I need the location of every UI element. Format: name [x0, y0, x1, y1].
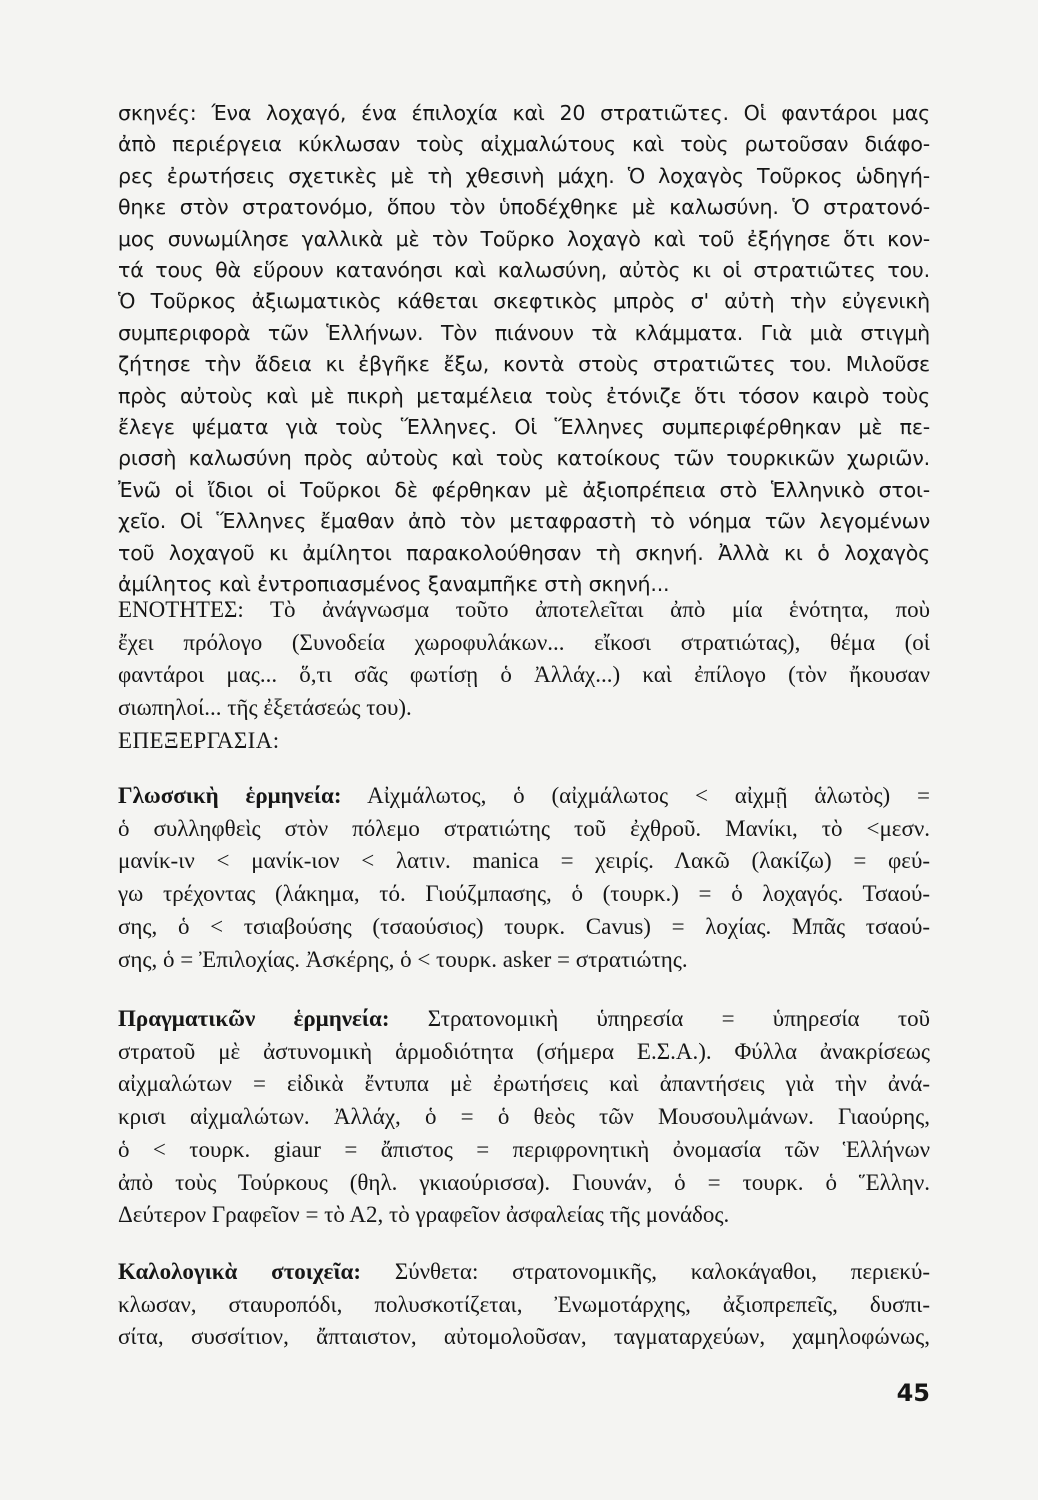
text-line: Δεύτερον Γραφεῖον = τὸ Α2, τὸ γραφεῖον ἀσφαλείας τῆς μονάδος.: [118, 1202, 730, 1228]
page-number: 45: [896, 1379, 930, 1407]
stylistic-label: Καλολογικὰ στοιχεῖα:: [118, 1259, 362, 1284]
text-line: αἰχμαλώτων = εἰδικὰ ἔντυπα μὲ ἐρωτήσεις καὶ ἀπαντήσεις γιὰ τὴν ἀνά-: [118, 1071, 930, 1097]
text-line: ὁ συλληφθεὶς στὸν πόλεμο στρατιώτης τοῦ ἐχθροῦ. Μανίκι, τὸ <μεσν.: [118, 815, 930, 841]
text-line: ἔλεγε ψέματα γιὰ τοὺς Ἕλληνες. Οἱ Ἕλληνες συμπεριφέρθηκαν μὲ πε-: [118, 415, 930, 440]
text-line: ἀπὸ περιέργεια κύκλωσαν τοὺς αἰχμαλώτους καὶ τοὺς ρωτοῦσαν διάφο-: [118, 132, 930, 157]
stylistic-first-line: [118, 1256, 930, 1289]
text-line: ρισσὴ καλωσύνη πρὸς αὐτοὺς καὶ τοὺς κατοίκους τῶν τουρκικῶν χωριῶν.: [118, 446, 930, 471]
text-line: θηκε στὸν στρατονόμο, ὅπου τὸν ὑποδέχθηκε μὲ καλωσύνη. Ὁ στρατονό-: [118, 195, 930, 220]
text-line: συμπεριφορὰ τῶν Ἑλλήνων. Τὸν πιάνουν τὰ κλάμματα. Γιὰ μιὰ στιγμὴ: [118, 320, 930, 345]
text-line: σίτα, συσσίτιον, ἄπταιστον, αὐτομολοῦσαν, ταγματαρχεύων, χαμηλοφώνως,: [118, 1324, 930, 1350]
text-line: ΕΝΟΤΗΤΕΣ: Τὸ ἀνάγνωσμα τοῦτο ἀποτελεῖται ἀπὸ μία ἑνότητα, ποὺ: [118, 597, 930, 622]
text-line: φαντάροι μας... ὅ,τι σᾶς φωτίσῃ ὁ Ἀλλάχ...) καὶ ἐπίλογο (τὸν ἤκουσαν: [118, 662, 930, 688]
text-line: κλωσαν, σταυροπόδι, πολυσκοτίζεται, Ἐνωμοτάρχης, ἀξιοπρεπεῖς, δυσπι-: [118, 1291, 930, 1317]
text-segment: Αἰχμάλωτος, ὁ (αἰχμάλωτος < αἰχμῇ ἁλωτὸς) =: [367, 783, 930, 808]
text-line: ζήτησε τὴν ἄδεια κι ἐβγῆκε ἔξω, κοντὰ στοὺς στρατιῶτες του. Μιλοῦσε: [118, 352, 930, 377]
factual-notes: [118, 1003, 930, 1232]
text-line: γω τρέχοντας (λάκημα, τό. Γιούζμπασης, ὁ (τουρκ.) = ὁ λοχαγός. Τσαού-: [118, 881, 930, 907]
linguistic-notes: [118, 780, 930, 976]
text-line: πρὸς αὐτοὺς καὶ μὲ πικρὴ μεταμέλεια τοὺς ἐτόνιζε ὅτι τόσον καιρὸ τοὺς: [118, 383, 930, 408]
text-line: σης, ὁ = Ἐπιλοχίας. Ἀσκέρης, ὁ < τουρκ. asker = στρατιώτης.: [118, 946, 688, 972]
narrative-paragraph: [118, 98, 930, 601]
stylistic-notes: [118, 1256, 930, 1354]
text-line: ὁ < τουρκ. giaur = ἄπιστος = περιφρονητικὴ ὀνομασία τῶν Ἑλλήνων: [118, 1136, 930, 1162]
text-line: ρες ἐρωτήσεις σχετικὲς μὲ τὴ χθεσινὴ μάχη. Ὁ λοχαγὸς Τοῦρκος ὡδηγή-: [118, 163, 930, 188]
text-line: ἔχει πρόλογο (Συνοδεία χωροφυλάκων... εἴκοσι στρατιώτας), θέμα (οἱ: [118, 629, 930, 655]
text-line: σης, ὁ < τσιαβούσης (τσαούσιος) τουρκ. Cavus) = λοχίας. Μπᾶς τσαού-: [118, 913, 930, 939]
text-line: κρισι αἰχμαλώτων. Ἀλλάχ, ὁ = ὁ θεὸς τῶν Μουσουλμάνων. Γιαούρης,: [118, 1104, 930, 1130]
factual-first-line: [118, 1003, 930, 1036]
text-segment: Στρατονομικὴ ὑπηρεσία = ὑπηρεσία τοῦ: [427, 1006, 930, 1031]
text-line: τά τους θὰ εὕρουν κατανόησι καὶ καλωσύνη, αὐτὸς κι οἱ στρατιῶτες του.: [118, 258, 930, 283]
units-section: [118, 594, 930, 758]
text-line: ἀπὸ τοὺς Τούρκους (θηλ. γκιαούρισσα). Γιουνάν, ὁ = τουρκ. ὁ Ἕλλην.: [118, 1169, 930, 1195]
text-line: σκηνές: Ένα λοχαγό, ένα έπιλοχία καὶ 20 στρατιῶτες. Οἱ φαντάροι μας: [118, 101, 930, 125]
processing-heading: ΕΠΕΞΕΡΓΑΣΙΑ:: [118, 727, 280, 753]
text-segment: Σύνθετα: στρατονομικῆς, καλοκάγαθοι, περιεκύ-: [394, 1259, 931, 1284]
text-line: στρατοῦ μὲ ἀστυνομικὴ ἁρμοδιότητα (σήμερα Ε.Σ.Α.). Φύλλα ἀνακρίσεως: [118, 1038, 930, 1064]
text-line: χεῖο. Οἱ Ἕλληνες ἔμαθαν ἀπὸ τὸν μεταφραστὴ τὸ νόημα τῶν λεγομένων: [118, 509, 930, 534]
factual-label: Πραγματικῶν ἑρμηνεία:: [118, 1006, 390, 1031]
linguistic-first-line: [118, 780, 930, 813]
text-line: τοῦ λοχαγοῦ κι ἀμίλητοι παρακολούθησαν τὴ σκηνή. Ἀλλὰ κι ὁ λοχαγὸς: [118, 540, 930, 565]
text-line: Ὁ Τοῦρκος ἀξιωματικὸς κάθεται σκεφτικὸς μπρὸς σ' αὐτὴ τὴν εὐγενικὴ: [118, 289, 930, 314]
linguistic-label: Γλωσσικὴ ἑρμηνεία:: [118, 783, 342, 808]
text-line: ἀμίλητος καὶ ἐντροπιασμένος ξαναμπῆκε στὴ σκηνή...: [118, 572, 670, 597]
text-line: Ἐνῶ οἱ ἴδιοι οἱ Τοῦρκοι δὲ φέρθηκαν μὲ ἀξιοπρέπεια στὸ Ἑλληνικὸ στοι-: [118, 477, 930, 502]
text-line: σιωπηλοί... τῆς ἐξετάσεώς του).: [118, 695, 412, 721]
text-line: μανίκ-ιν < μανίκ-ιον < λατιν. manica = χειρίς. Λακῶ (λακίζω) = φεύ-: [118, 848, 930, 874]
text-line: μος συνωμίλησε γαλλικὰ μὲ τὸν Τοῦρκο λοχαγὸ καὶ τοῦ ἐξήγησε ὅτι κον-: [118, 226, 930, 251]
